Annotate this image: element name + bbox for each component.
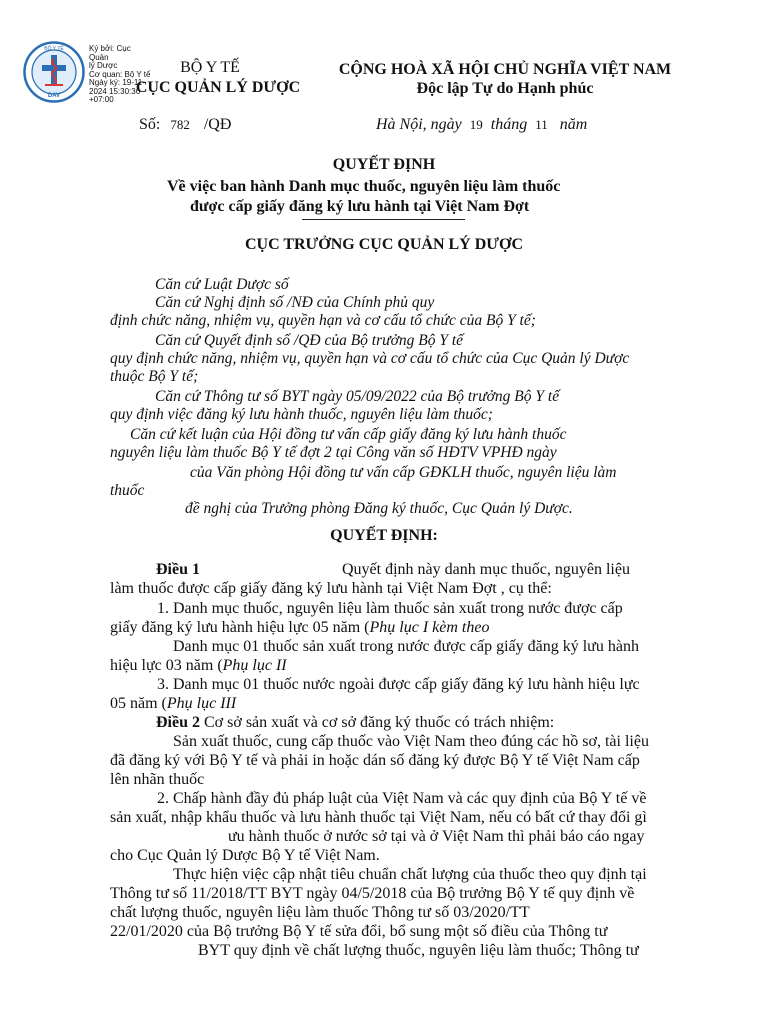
article-2-line: sản xuất, nhập khẩu thuốc và lưu hành thuốc tại Việt Nam, nếu có bất cứ thay đổi gì: [110, 809, 647, 826]
issuing-authority: CỤC TRƯỞNG CỤC QUẢN LÝ DƯỢC: [244, 236, 524, 253]
document-number: [139, 115, 231, 134]
article-1-item: Danh mục 01 thuốc sản xuất trong nước được cấp giấy đăng ký lưu hành: [173, 638, 639, 655]
date-day: 19: [469, 117, 483, 132]
article-1-line: làm thuốc được cấp giấy đăng ký lưu hành tại Việt Nam Đợt , cụ thể:: [110, 580, 552, 597]
svg-text:DAV: DAV: [47, 93, 61, 99]
title-subject-line-1: Về việc ban hành Danh mục thuốc, nguyên liệu làm thuốc: [167, 178, 561, 195]
preamble-line: Căn cứ kết luận của Hội đồng tư vấn cấp giấy đăng ký lưu hành thuốc: [130, 426, 567, 443]
article-2-line: Thông tư số 11/2018/TT BYT ngày 04/5/2018 của Bộ trưởng Bộ Y tế quy định về: [110, 885, 635, 902]
article-2-label: Điều 2: [156, 714, 200, 731]
signature-line: Ký bởi: Cục Quản: [89, 44, 131, 62]
preamble-line: Căn cứ Thông tư số BYT ngày 05/09/2022 của Bộ trưởng Bộ Y tế: [155, 388, 560, 405]
article-2-line: lên nhãn thuốc: [110, 771, 205, 788]
article-2-heading: [156, 713, 554, 732]
article-2-intro: Cơ sở sản xuất và cơ sở đăng ký thuốc có trách nhiệm:: [200, 714, 555, 731]
preamble-line: Căn cứ Quyết định số /QĐ của Bộ trưởng Bộ Y tế: [155, 332, 464, 349]
article-1-item: 3. Danh mục 01 thuốc nước ngoài được cấp giấy đăng ký lưu hành hiệu lực: [157, 676, 640, 693]
signature-line: 2024 15:30:36: [89, 86, 141, 96]
svg-text:BỘ Y TẾ: BỘ Y TẾ: [44, 46, 64, 52]
item-text: 05 năm (: [110, 695, 167, 712]
title-subject-line-2: được cấp giấy đăng ký lưu hành tại Việt Nam Đợt: [190, 198, 530, 215]
preamble-line: quy định việc đăng ký lưu hành thuốc, nguyên liệu làm thuốc;: [110, 406, 493, 423]
article-1-item: 1. Danh mục thuốc, nguyên liệu làm thuốc sản xuất trong nước được cấp: [157, 600, 623, 617]
article-2-line: BYT quy định về chất lượng thuốc, nguyên liệu làm thuốc; Thông tư: [198, 942, 639, 959]
article-2-line: 2. Chấp hành đầy đủ pháp luật của Việt Nam và các quy định của Bộ Y tế về: [157, 790, 647, 807]
article-2-line: cho Cục Quản lý Dược Bộ Y tế Việt Nam.: [110, 847, 380, 864]
preamble-line: Căn cứ Luật Dược số: [155, 276, 289, 293]
appendix-ref: Phụ lục II: [222, 657, 287, 674]
country-name: CỘNG HOÀ XÃ HỘI CHỦ NGHĨA VIỆT NAM: [338, 61, 672, 78]
preamble-line: của Văn phòng Hội đồng tư vấn cấp GĐKLH thuốc, nguyên liệu làm: [190, 464, 617, 481]
number-value: 782: [170, 117, 190, 132]
date-month-label: tháng: [490, 116, 528, 133]
article-1-item: [110, 656, 287, 675]
decision-heading: QUYẾT ĐỊNH:: [330, 527, 438, 544]
article-1-line: Quyết định này danh mục thuốc, nguyên liệu: [342, 561, 630, 578]
preamble-line: nguyên liệu làm thuốc Bộ Y tế đợt 2 tại Công văn số HĐTV VPHĐ ngày: [110, 444, 557, 461]
article-1-label: Điều 1: [156, 561, 200, 578]
signature-line: +07:00: [89, 95, 114, 104]
appendix-ref: Phụ lục III: [166, 695, 237, 712]
article-2-line: ưu hành thuốc ở nước sở tại và ở Việt Nam thì phải báo cáo ngay: [228, 828, 645, 845]
date-prefix: Hà Nội, ngày: [376, 116, 462, 133]
title-underline: [302, 219, 465, 220]
preamble-line: định chức năng, nhiệm vụ, quyền hạn và cơ cấu tổ chức của Bộ Y tế;: [110, 312, 536, 329]
article-2-line: đã đăng ký với Bộ Y tế và phải in hoặc dán số đăng ký được Bộ Y tế Việt Nam cấp: [110, 752, 640, 769]
document-title: QUYẾT ĐỊNH: [332, 156, 436, 173]
item-text: giấy đăng ký lưu hành hiệu lực 05 năm (: [110, 619, 370, 636]
signature-line: Ngày ký: 19-11-: [89, 78, 145, 87]
article-1-item: [110, 694, 236, 713]
article-1-item: [110, 618, 489, 637]
item-text: hiệu lực 03 năm (: [110, 657, 223, 674]
date-year-label: năm: [559, 116, 588, 133]
preamble-line: thuốc: [110, 482, 145, 499]
preamble-line: Căn cứ Nghị định số /NĐ của Chính phủ quy: [155, 294, 435, 311]
article-2-line: Thực hiện việc cập nhật tiêu chuẩn chất lượng của thuốc theo quy định tại: [173, 866, 647, 883]
preamble-line: thuộc Bộ Y tế;: [110, 368, 199, 385]
article-2-line: Sản xuất thuốc, cung cấp thuốc vào Việt Nam theo đúng các hồ sơ, tài liệu: [173, 733, 649, 750]
document-date: [376, 115, 587, 134]
ministry-name: BỘ Y TẾ: [180, 59, 240, 76]
appendix-ref: Phụ lục I kèm theo: [369, 619, 490, 636]
preamble-line: đề nghị của Trưởng phòng Đăng ký thuốc, Cục Quản lý Dược.: [185, 500, 573, 517]
date-month: 11: [535, 117, 548, 132]
ministry-logo: [23, 41, 85, 103]
national-motto: Độc lập Tự do Hạnh phúc: [416, 80, 594, 97]
article-2-line: chất lượng thuốc, nguyên liệu làm thuốc Thông tư số 03/2020/TT: [110, 904, 530, 921]
number-suffix: /QĐ: [203, 116, 232, 133]
preamble-line: quy định chức năng, nhiệm vụ, quyền hạn và cơ cấu tổ chức của Cục Quản lý Dược: [110, 350, 630, 367]
article-2-line: 22/01/2020 của Bộ trưởng Bộ Y tế sửa đổi, bổ sung một số điều của Thông tư: [110, 923, 608, 940]
agency-name: CỤC QUẢN LÝ DƯỢC: [135, 79, 301, 96]
signature-line: Cơ quan: Bộ Y tế: [89, 69, 151, 79]
number-label: Số:: [139, 116, 161, 133]
signature-line: lý Dược: [89, 61, 118, 70]
